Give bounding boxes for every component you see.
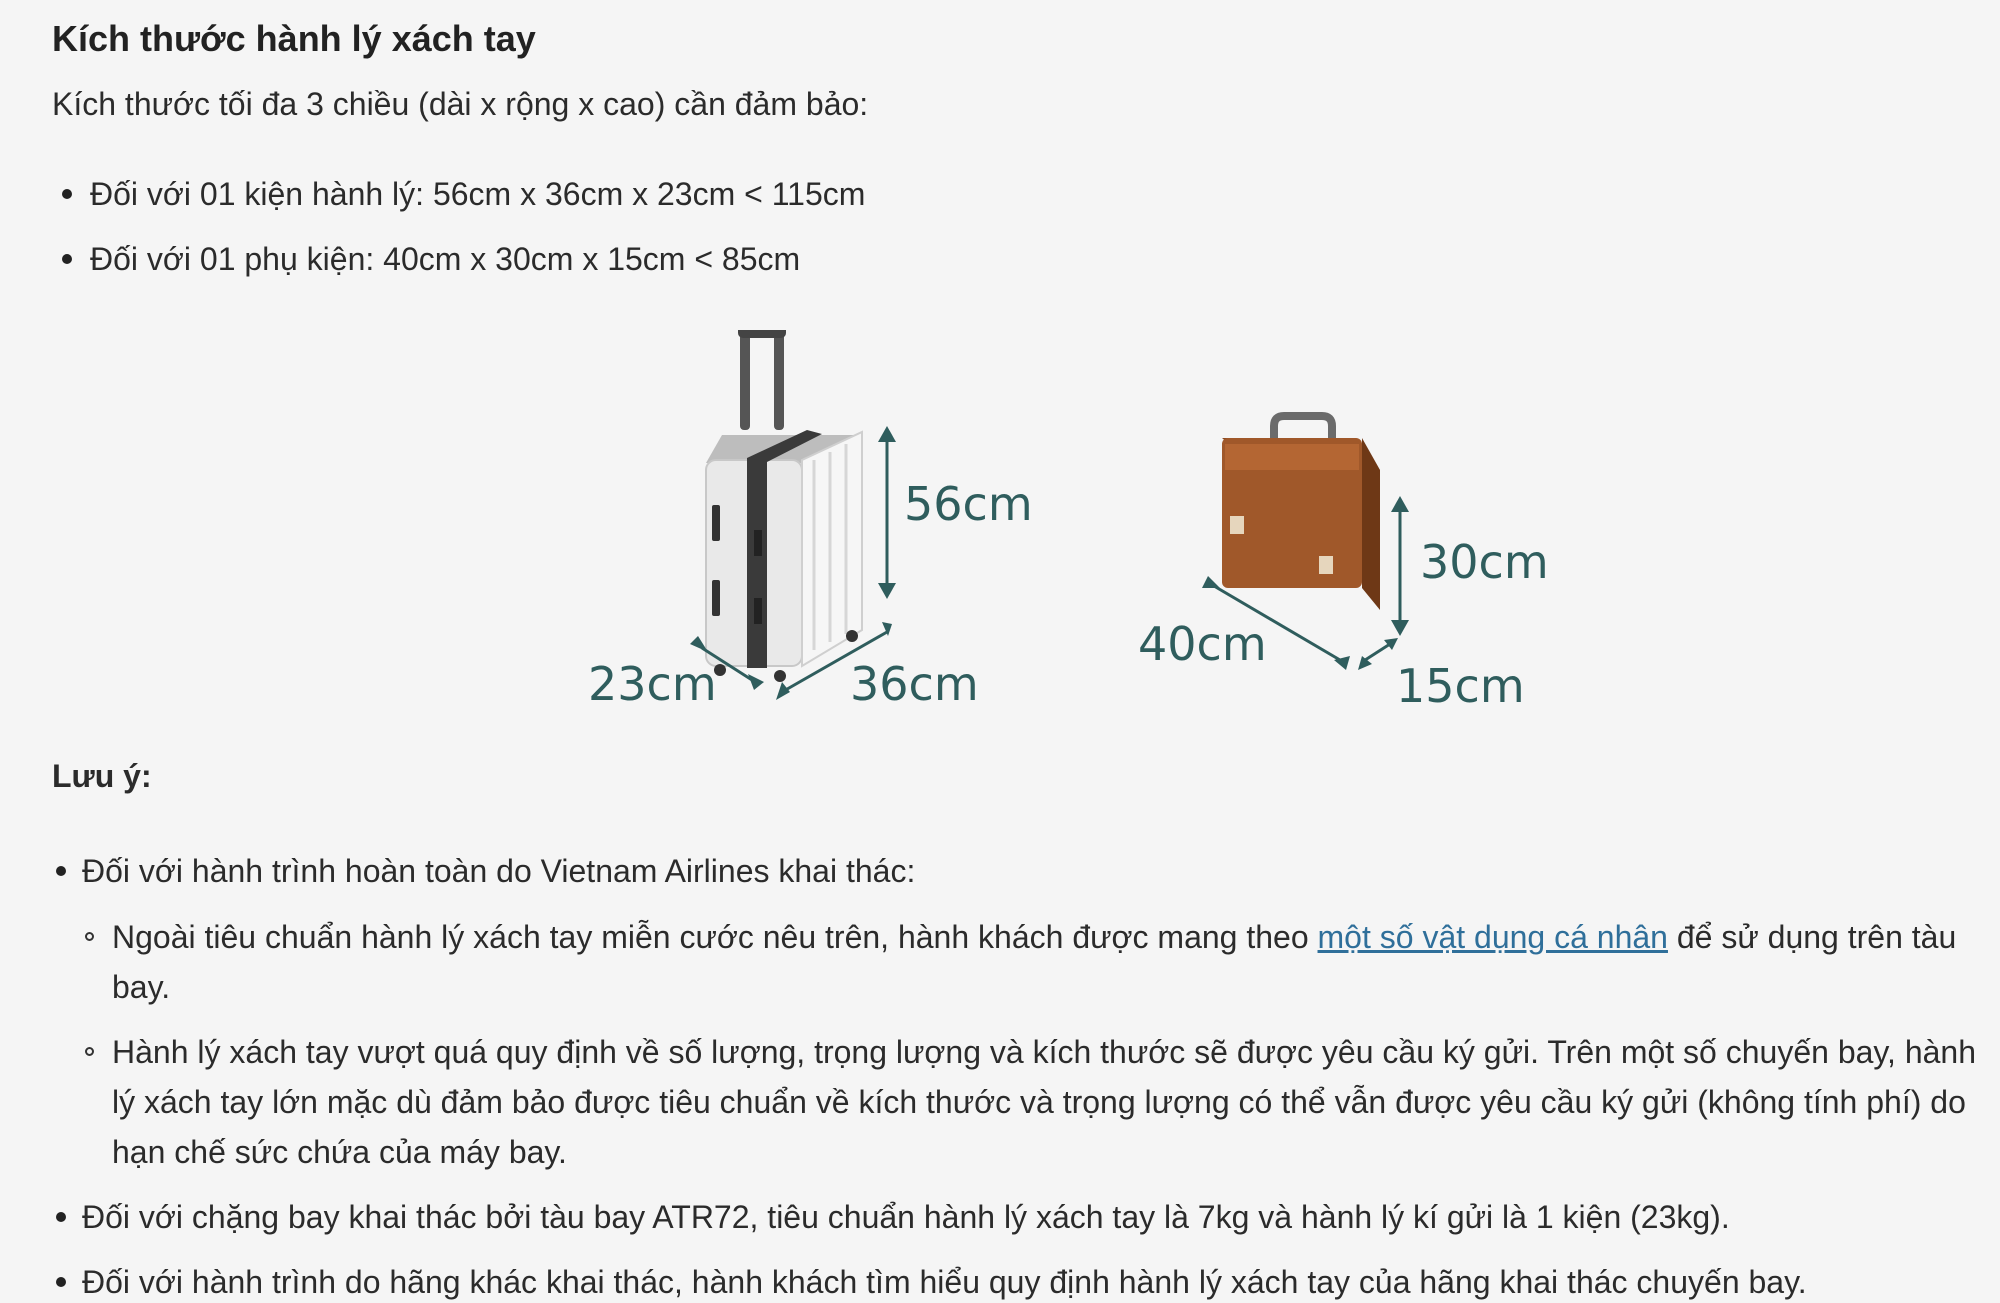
section-heading: Kích thước hành lý xách tay xyxy=(52,18,536,59)
briefcase-height-label: 30cm xyxy=(1420,535,1549,589)
list-item xyxy=(52,846,1976,1177)
bullet-dot xyxy=(56,1277,66,1287)
suitcase-image xyxy=(706,330,862,682)
sub-bullet-ring xyxy=(85,932,94,941)
sub-notes-list xyxy=(82,912,1976,1177)
list-item xyxy=(82,912,1992,1012)
bullet-dot xyxy=(56,866,66,876)
suitcase-width-label: 36cm xyxy=(850,657,979,711)
size-list xyxy=(52,172,865,302)
note-title: Lưu ý: xyxy=(52,758,152,794)
bullet-dot xyxy=(62,254,72,264)
bullet-dot xyxy=(62,189,72,199)
list-item xyxy=(52,1257,1972,1303)
personal-items-link[interactable]: một số vật dụng cá nhân xyxy=(1317,919,1668,955)
size-bullet-baggage: Đối với 01 kiện hành lý: 56cm x 36cm x 23cm < 115cm xyxy=(90,176,866,212)
briefcase-image xyxy=(1222,416,1380,610)
list-item xyxy=(52,172,865,216)
sub-bullet-ring xyxy=(85,1047,94,1056)
sub-note-excess-baggage: Hành lý xách tay vượt quá quy định về số lượng, trọng lượng và kích thước sẽ được yêu cầu ký gửi. Trên một số chuyến bay, hành lý xách tay lớn mặc dù đảm bảo được tiêu chuẩn về kích thước và trọng lượng có thể vẫn được yêu cầu ký gửi (không tính phí) do hạn chế sức chứa của máy bay. xyxy=(112,1034,1976,1170)
briefcase-depth-label: 15cm xyxy=(1396,659,1525,713)
size-bullet-accessory: Đối với 01 phụ kiện: 40cm x 30cm x 15cm < 85cm xyxy=(90,241,801,277)
list-item xyxy=(82,1027,1992,1177)
bullet-dot xyxy=(56,1212,66,1222)
sub-note-text-start: Ngoài tiêu chuẩn hành lý xách tay miễn cước nêu trên, hành khách được mang theo xyxy=(112,919,1318,955)
note-atr72: Đối với chặng bay khai thác bởi tàu bay ATR72, tiêu chuẩn hành lý xách tay là 7kg và hành lý kí gửi là 1 kiện (23kg). xyxy=(82,1199,1730,1235)
list-item xyxy=(52,237,865,281)
suitcase-depth-label: 23cm xyxy=(588,657,717,711)
list-item xyxy=(52,1192,1972,1242)
sub-note-text-end: để sử dụng trên tàu bay. xyxy=(112,919,1957,1005)
baggage-dimension-illustration xyxy=(532,330,1572,730)
briefcase-width-label: 40cm xyxy=(1138,617,1267,671)
suitcase-height-label: 56cm xyxy=(904,477,1033,531)
notes-list xyxy=(52,846,1976,1303)
note-vna-operated: Đối với hành trình hoàn toàn do Vietnam Airlines khai thác: xyxy=(82,853,916,889)
note-other-airlines: Đối với hành trình do hãng khác khai thác, hành khách tìm hiểu quy định hành lý xách tay của hãng khai thác chuyến bay. xyxy=(82,1264,1807,1300)
intro-text: Kích thước tối đa 3 chiều (dài x rộng x cao) cần đảm bảo: xyxy=(52,86,869,122)
